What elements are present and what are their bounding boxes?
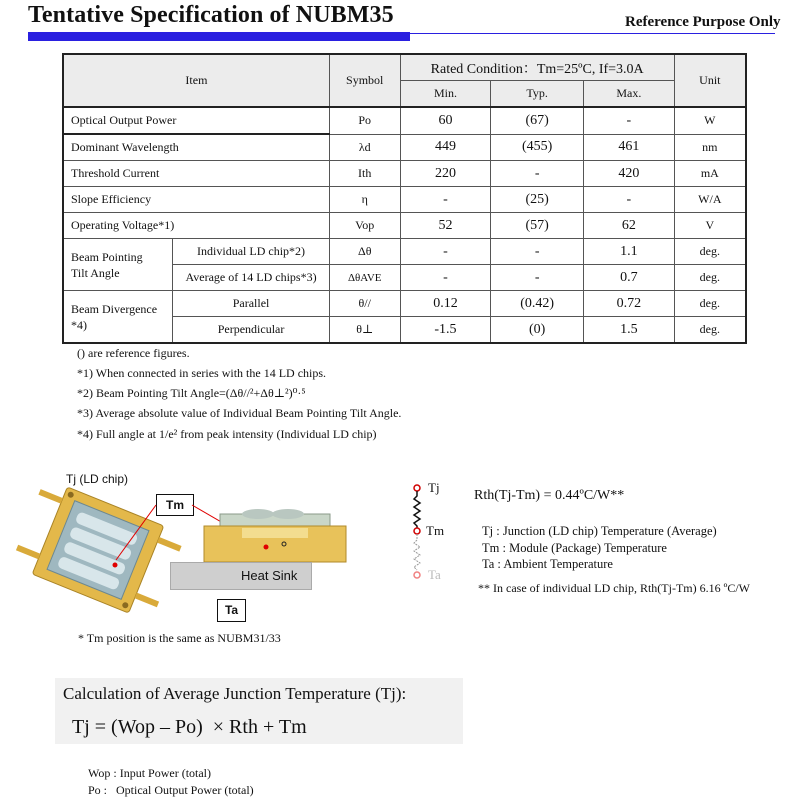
row-typ: (57) — [491, 213, 584, 239]
tm-definition: Tm : Module (Package) Temperature — [482, 541, 667, 555]
row-typ: (0) — [491, 317, 584, 344]
row-max: 1.1 — [584, 239, 675, 265]
note-reference: () are reference figures. — [77, 346, 190, 360]
row-sub: Perpendicular — [173, 317, 330, 344]
row-min: 52 — [400, 213, 491, 239]
heat-sink-label: Heat Sink — [241, 568, 298, 583]
row-symbol: Po — [329, 107, 400, 134]
row-symbol: λd — [329, 134, 400, 161]
row-item: Dominant Wavelength — [63, 134, 329, 161]
row-min: 449 — [400, 134, 491, 161]
tilt-label-line1: Beam Pointing — [71, 249, 143, 264]
tilt-label-line2: Tilt Angle — [71, 265, 120, 280]
row-max: - — [584, 107, 675, 134]
tj-definition: Tj : Junction (LD chip) Temperature (Average) — [482, 524, 717, 538]
row-unit: mA — [674, 161, 746, 187]
row-min: - — [400, 239, 491, 265]
row-min: - — [400, 265, 491, 291]
header-item: Item — [63, 54, 329, 107]
wop-legend: Wop : Input Power (total) — [88, 766, 212, 780]
rth-footnote: ** In case of individual LD chip, Rth(Tj-Tm) 6.16 ºC/W — [478, 581, 750, 595]
row-min: - — [400, 187, 491, 213]
row-typ: - — [491, 265, 584, 291]
tj-chip-label: Tj (LD chip) — [66, 472, 129, 486]
row-sub: Average of 14 LD chips*3) — [173, 265, 330, 291]
note-1: *1) When connected in series with the 14 LD chips. — [77, 366, 327, 380]
row-min: 220 — [400, 161, 491, 187]
po-legend: Po : Optical Output Power (total) — [88, 783, 254, 797]
row-unit: W — [674, 107, 746, 134]
row-typ: (0.42) — [491, 291, 584, 317]
row-sub: Parallel — [173, 291, 330, 317]
row-typ: (25) — [491, 187, 584, 213]
row-item: Operating Voltage*1) — [63, 213, 329, 239]
header-symbol: Symbol — [329, 54, 400, 107]
calculation-equation: Tj = (Wop – Po) × Rth + Tm — [72, 716, 307, 738]
ta-definition: Ta : Ambient Temperature — [482, 557, 613, 571]
row-typ: (455) — [491, 134, 584, 161]
row-symbol: Ith — [329, 161, 400, 187]
node-tj-label: Tj — [428, 480, 440, 495]
tm-position-note: * Tm position is the same as NUBM31/33 — [78, 631, 281, 645]
header-rated-condition: Rated Condition：Tm=25ºC, If=3.0A — [400, 54, 674, 81]
row-unit: W/A — [674, 187, 746, 213]
row-item: Threshold Current — [63, 161, 329, 187]
row-symbol: Vop — [329, 213, 400, 239]
row-unit: nm — [674, 134, 746, 161]
rth-value: Rth(Tj-Tm) = 0.44ºC/W** — [474, 488, 625, 503]
row-symbol: η — [329, 187, 400, 213]
row-min: 0.12 — [400, 291, 491, 317]
reference-label: Reference Purpose Only — [625, 14, 781, 30]
node-ta-label: Ta — [428, 567, 441, 582]
row-max: 461 — [584, 134, 675, 161]
row-max: 420 — [584, 161, 675, 187]
row-min: 60 — [400, 107, 491, 134]
calculation-title: Calculation of Average Junction Temperature (Tj): — [63, 684, 407, 703]
divergence-label-line2: *4) — [71, 317, 87, 332]
row-item: Slope Efficiency — [63, 187, 329, 213]
row-symbol: θ// — [329, 291, 400, 317]
row-symbol: θ⊥ — [329, 317, 400, 344]
header-min: Min. — [400, 81, 491, 108]
row-max: 1.5 — [584, 317, 675, 344]
row-unit: deg. — [674, 265, 746, 291]
cross-section-illustration — [198, 506, 348, 566]
row-sub: Individual LD chip*2) — [173, 239, 330, 265]
row-max: 0.72 — [584, 291, 675, 317]
row-item: Optical Output Power — [63, 107, 329, 134]
note-2: *2) Beam Pointing Tilt Angle=(Δθ//²+Δθ⊥²)⁰·⁵ — [77, 386, 306, 400]
note-3: *3) Average absolute value of Individual Beam Pointing Tilt Angle. — [77, 406, 402, 420]
row-unit: deg. — [674, 291, 746, 317]
row-typ: - — [491, 161, 584, 187]
row-unit: deg. — [674, 239, 746, 265]
page-title: Tentative Specification of NUBM35 — [28, 2, 394, 28]
tm-box-label: Tm — [156, 494, 194, 516]
row-typ: (67) — [491, 107, 584, 134]
ta-box-label: Ta — [217, 599, 246, 622]
row-unit: V — [674, 213, 746, 239]
header-max: Max. — [584, 81, 675, 108]
divergence-label-line1: Beam Divergence — [71, 301, 158, 316]
row-max: 0.7 — [584, 265, 675, 291]
note-4: *4) Full angle at 1/e² from peak intensity (Individual LD chip) — [77, 427, 377, 441]
row-symbol: Δθ — [329, 239, 400, 265]
row-unit: deg. — [674, 317, 746, 344]
header-typ: Typ. — [491, 81, 584, 108]
row-max: 62 — [584, 213, 675, 239]
row-max: - — [584, 187, 675, 213]
header-unit: Unit — [674, 54, 746, 107]
row-typ: - — [491, 239, 584, 265]
row-symbol: ΔθAVE — [329, 265, 400, 291]
node-tm-label: Tm — [426, 523, 445, 538]
row-min: -1.5 — [400, 317, 491, 344]
